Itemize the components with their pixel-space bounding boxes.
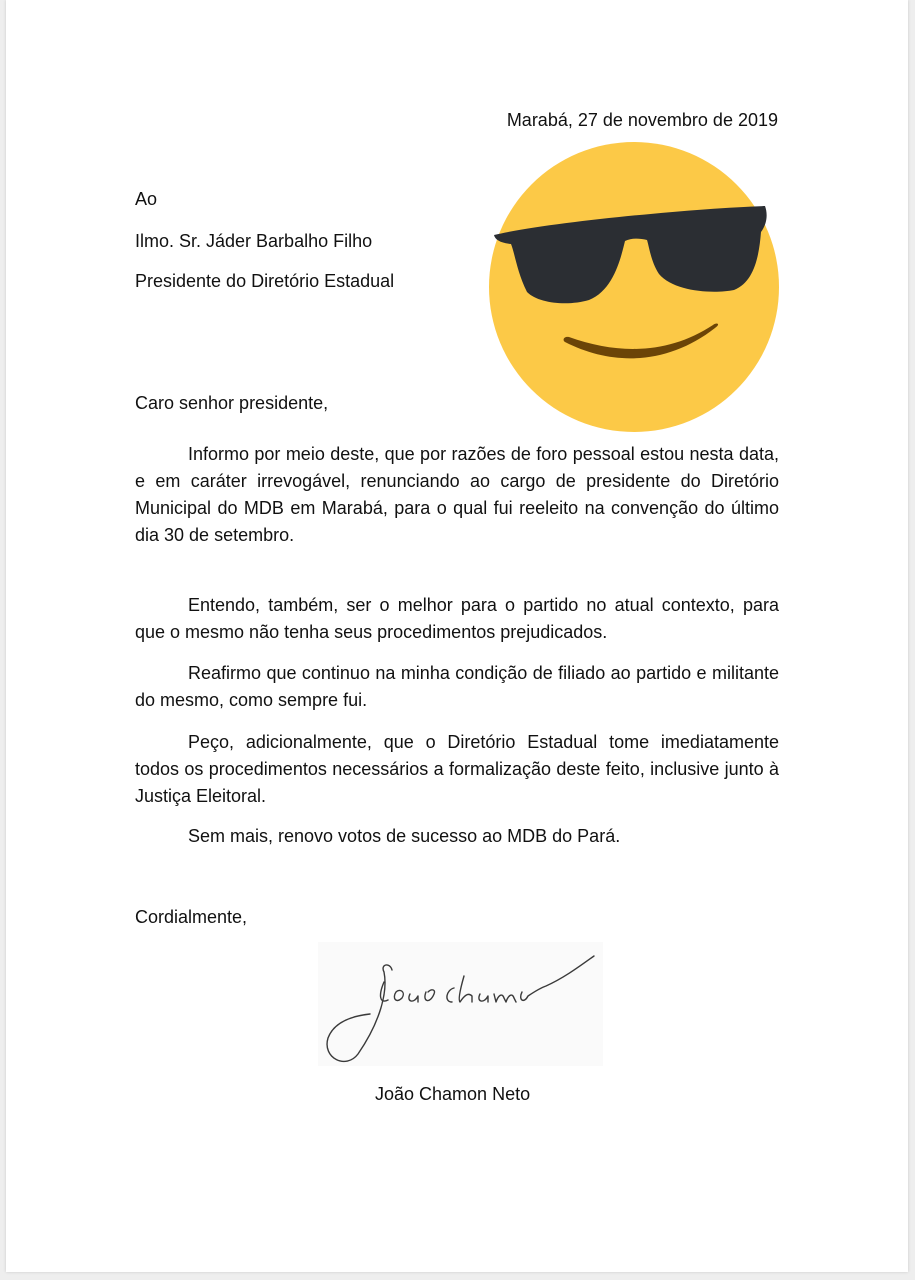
- paragraph: Reafirmo que continuo na minha condição de filiado ao partido e militante do mesmo, como sempre fui.: [135, 663, 779, 710]
- sunglasses-smiley-icon: [489, 142, 779, 432]
- signer-name: João Chamon Neto: [375, 1084, 531, 1104]
- paragraph: Peço, adicionalmente, que o Diretório Estadual tome imediatamente todos os procedimentos necessários a formalização deste feito, inclusive junto à Justiça Eleitoral.: [135, 732, 779, 806]
- recipient-title: Presidente do Diretório Estadual: [135, 271, 395, 291]
- paragraph: Informo por meio deste, que por razões de foro pessoal estou nesta data, e em caráter irrevogável, renunciando ao cargo de presidente do Diretório Municipal do MDB em Marabá, para o qual fui reeleito na convenção do último dia 30 de setembro.: [135, 444, 779, 545]
- recipient-line-1: Ao: [135, 189, 158, 209]
- letter-page: [6, 0, 908, 1272]
- date-line: Marabá, 27 de novembro de 2019: [506, 110, 778, 130]
- paragraph: Entendo, também, ser o melhor para o partido no atual contexto, para que o mesmo não tenha seus procedimentos prejudicados.: [135, 595, 779, 642]
- handwritten-signature: [318, 942, 603, 1066]
- closing: Cordialmente,: [135, 907, 248, 927]
- recipient-name: Ilmo. Sr. Jáder Barbalho Filho: [135, 231, 373, 251]
- greeting: Caro senhor presidente,: [135, 393, 329, 413]
- paragraph: Sem mais, renovo votos de sucesso ao MDB do Pará.: [188, 826, 621, 846]
